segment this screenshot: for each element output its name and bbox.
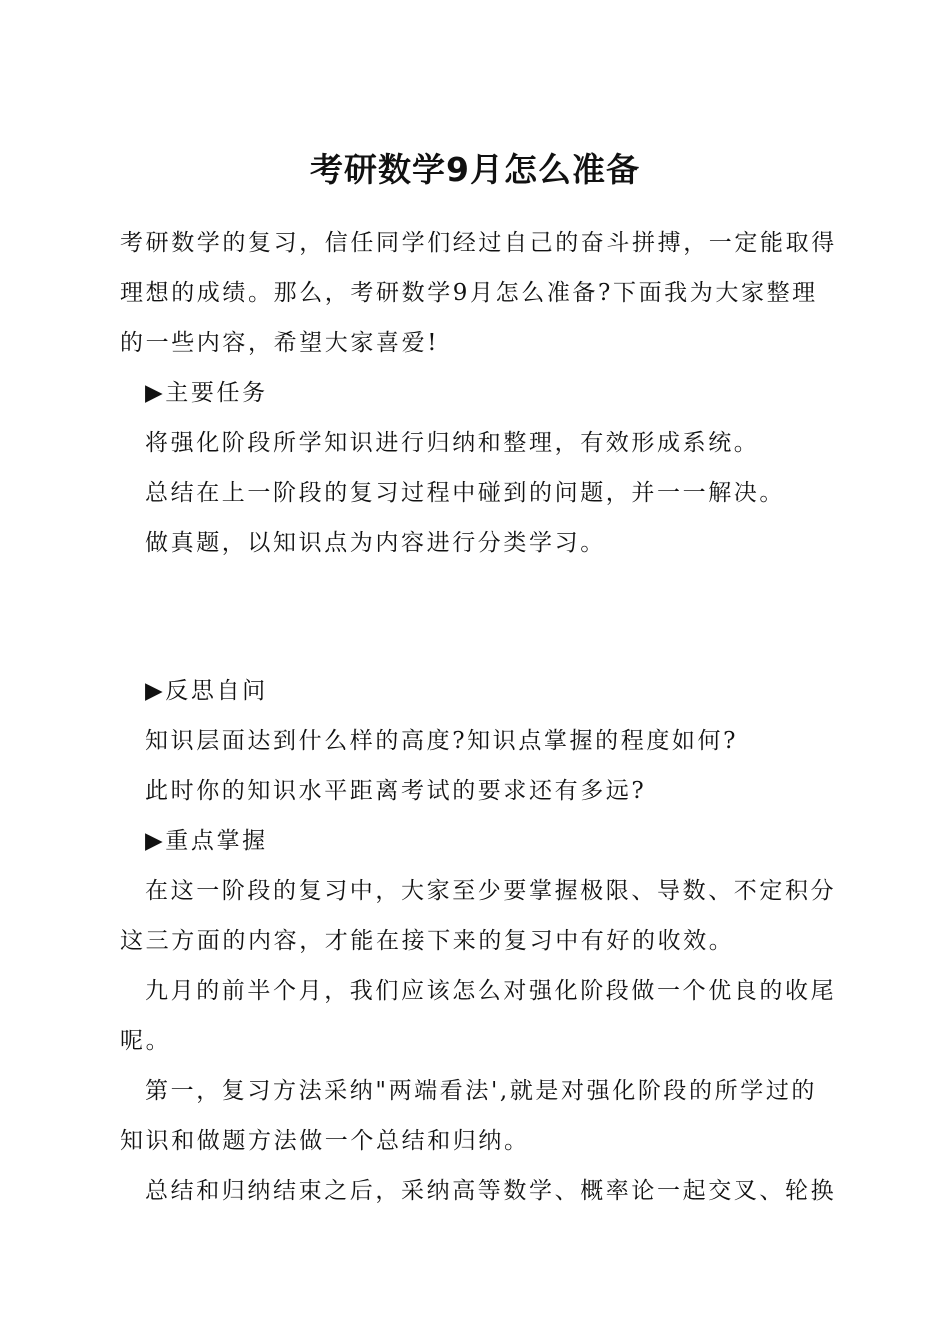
key-point-line: 知识和做题方法做一个总结和归纳。: [120, 1128, 530, 1154]
key-point-line: 第一，复习方法采纳"两端看法',就是对强化阶段的所学过的: [145, 1078, 818, 1104]
page-title: 考研数学9月怎么准备: [310, 150, 640, 189]
main-task-item: 总结在上一阶段的复习过程中碰到的问题，并一一解决。: [145, 480, 785, 506]
section-heading-reflection: ▶反思自问: [145, 678, 268, 704]
section-heading-key-points: ▶重点掌握: [145, 828, 268, 854]
intro-line-1: 考研数学的复习，信任同学们经过自己的奋斗拼搏，一定能取得: [120, 230, 837, 256]
main-task-item: 做真题，以知识点为内容进行分类学习。: [145, 530, 606, 556]
intro-line-3: 的一些内容，希望大家喜爱!: [120, 330, 440, 356]
reflection-item: 此时你的知识水平距离考试的要求还有多远?: [145, 778, 647, 804]
main-task-item: 将强化阶段所学知识进行归纳和整理，有效形成系统。: [145, 430, 760, 456]
key-point-line: 总结和归纳结束之后，采纳高等数学、概率论一起交叉、轮换: [145, 1178, 837, 1204]
key-point-line: 呢。: [120, 1028, 172, 1054]
key-point-line: 在这一阶段的复习中，大家至少要掌握极限、导数、不定积分: [145, 878, 837, 904]
intro-line-2: 理想的成绩。那么，考研数学9月怎么准备?下面我为大家整理: [120, 280, 818, 306]
section-heading-main-tasks: ▶主要任务: [145, 380, 268, 406]
key-point-line: 这三方面的内容，才能在接下来的复习中有好的收效。: [120, 928, 735, 954]
reflection-item: 知识层面达到什么样的高度?知识点掌握的程度如何?: [145, 728, 739, 754]
key-point-line: 九月的前半个月，我们应该怎么对强化阶段做一个优良的收尾: [145, 978, 837, 1004]
